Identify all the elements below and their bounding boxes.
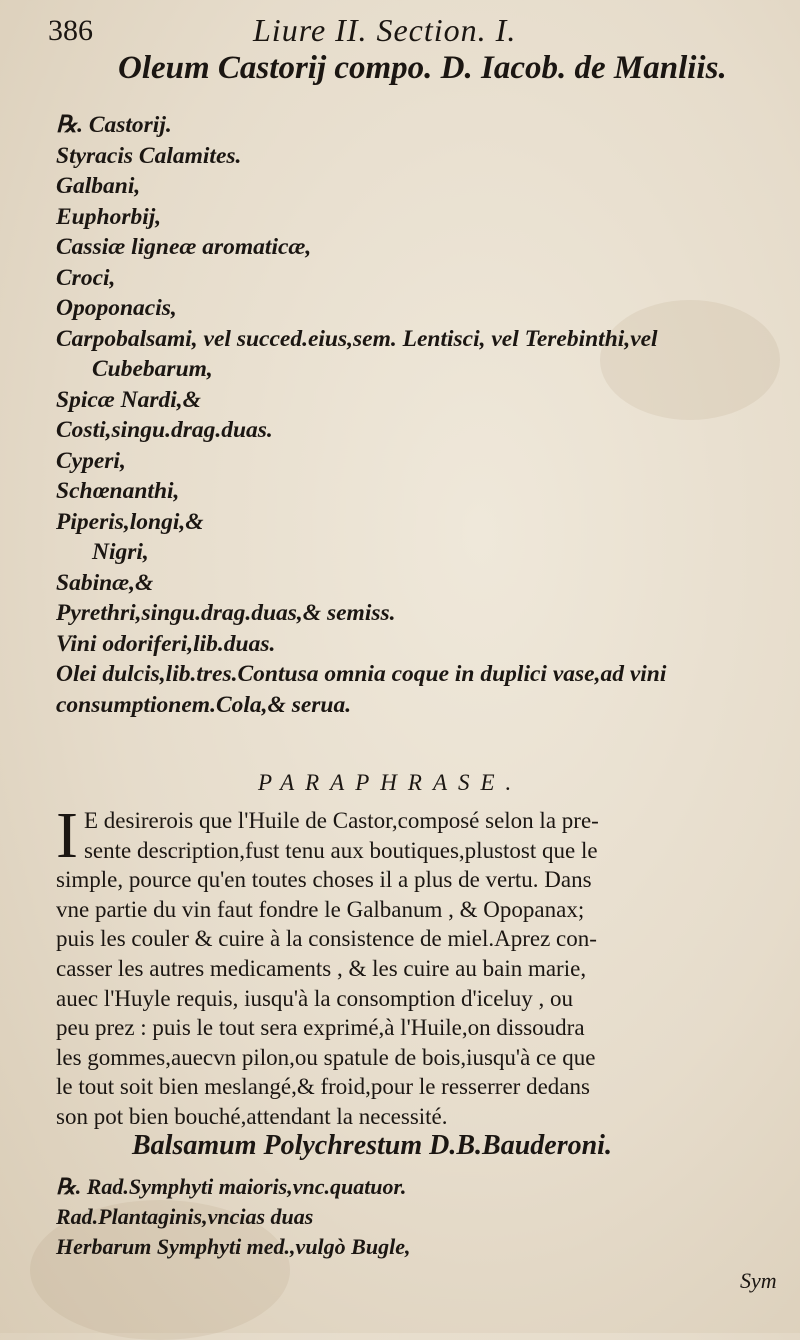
paraphrase-line: puis les couler & cuire à la consistence de miel.Aprez con-	[56, 926, 597, 952]
balsam-ingredients	[56, 1172, 756, 1262]
recipe-line: Sabinæ,&	[56, 569, 154, 596]
recipe-line: Costi,singu.drag.duas.	[56, 417, 273, 443]
paraphrase-line: vne partie du vin faut fondre le Galbanum , & Opopanax;	[56, 896, 585, 922]
recipe-title: Oleum Castorij compo. D. Iacob. de Manliis.	[118, 50, 727, 86]
paraphrase-line: sente description,fust tenu aux boutiques,plustost que le	[83, 837, 598, 863]
paraphrase-line: casser les autres medicaments , & les cuire au bain marie,	[56, 955, 587, 981]
paraphrase-line: auec l'Huyle requis, iusqu'à la consomption d'iceluy , ou	[56, 985, 574, 1011]
balsam-line: Rad.Plantaginis,vncias duas	[56, 1204, 314, 1229]
recipe-line: Croci,	[56, 264, 116, 291]
recipe-line: Opoponacis,	[56, 295, 177, 321]
paraphrase-line: E desirerois que l'Huile de Castor,composé selon la pre-	[83, 808, 599, 833]
recipe-line: Vini odoriferi,lib.duas.	[56, 630, 276, 657]
balsam-line: Herbarum Symphyti med.,vulgò Bugle,	[56, 1234, 411, 1259]
paraphrase-line: son pot bien bouché,attendant la necessité.	[56, 1103, 448, 1129]
recipe-ingredients	[56, 110, 786, 720]
paraphrase-line: simple, pource qu'en toutes choses il a plus de vertu. Dans	[56, 867, 592, 893]
paraphrase-text	[56, 799, 768, 1132]
recipe-line: Olei dulcis,lib.tres.Contusa omnia coque in duplici vase,ad vini	[56, 661, 667, 687]
recipe-line: Cubebarum,	[92, 356, 213, 382]
recipe-line: Cassiæ ligneæ aromaticæ,	[56, 234, 312, 260]
recipe-line: Spicæ Nardi,&	[56, 386, 201, 413]
paraphrase-line: peu prez : puis le tout sera exprimé,à l'Huile,on dissoudra	[56, 1015, 585, 1041]
recipe-line: Piperis,longi,&	[56, 508, 204, 535]
page-number: 386	[48, 14, 93, 47]
recipe-line: ℞. Castorij.	[56, 112, 172, 138]
recipe-line: Carpobalsami, vel succed.eius,sem. Lentisci, vel Terebinthi,vel	[56, 325, 658, 352]
paraphrase-line: les gommes,auecvn pilon,ou spatule de bois,iusqu'à ce que	[56, 1044, 596, 1070]
catchword: Sym	[740, 1268, 777, 1293]
recipe-line: Galbani,	[56, 173, 141, 199]
paraphrase-heading: PARAPHRASE.	[258, 770, 523, 795]
balsam-line: ℞. Rad.Symphyti maioris,vnc.quatuor.	[56, 1174, 407, 1199]
recipe-line: Cyperi,	[56, 447, 126, 474]
paraphrase-line: le tout soit bien meslangé,& froid,pour le resserrer dedans	[56, 1074, 590, 1100]
recipe-line: Styracis Calamites.	[56, 142, 242, 169]
running-head: Liure II. Section. I.	[253, 12, 517, 48]
recipe-line: Euphorbij,	[56, 203, 162, 230]
balsam-title: Balsamum Polychrestum D.B.Bauderoni.	[132, 1130, 612, 1161]
recipe-line: Schœnanthi,	[56, 478, 180, 504]
recipe-line: Nigri,	[92, 539, 149, 565]
drop-cap: I	[56, 799, 78, 872]
recipe-line: Pyrethri,singu.drag.duas,& semiss.	[56, 600, 396, 626]
recipe-line: consumptionem.Cola,& serua.	[56, 691, 352, 718]
